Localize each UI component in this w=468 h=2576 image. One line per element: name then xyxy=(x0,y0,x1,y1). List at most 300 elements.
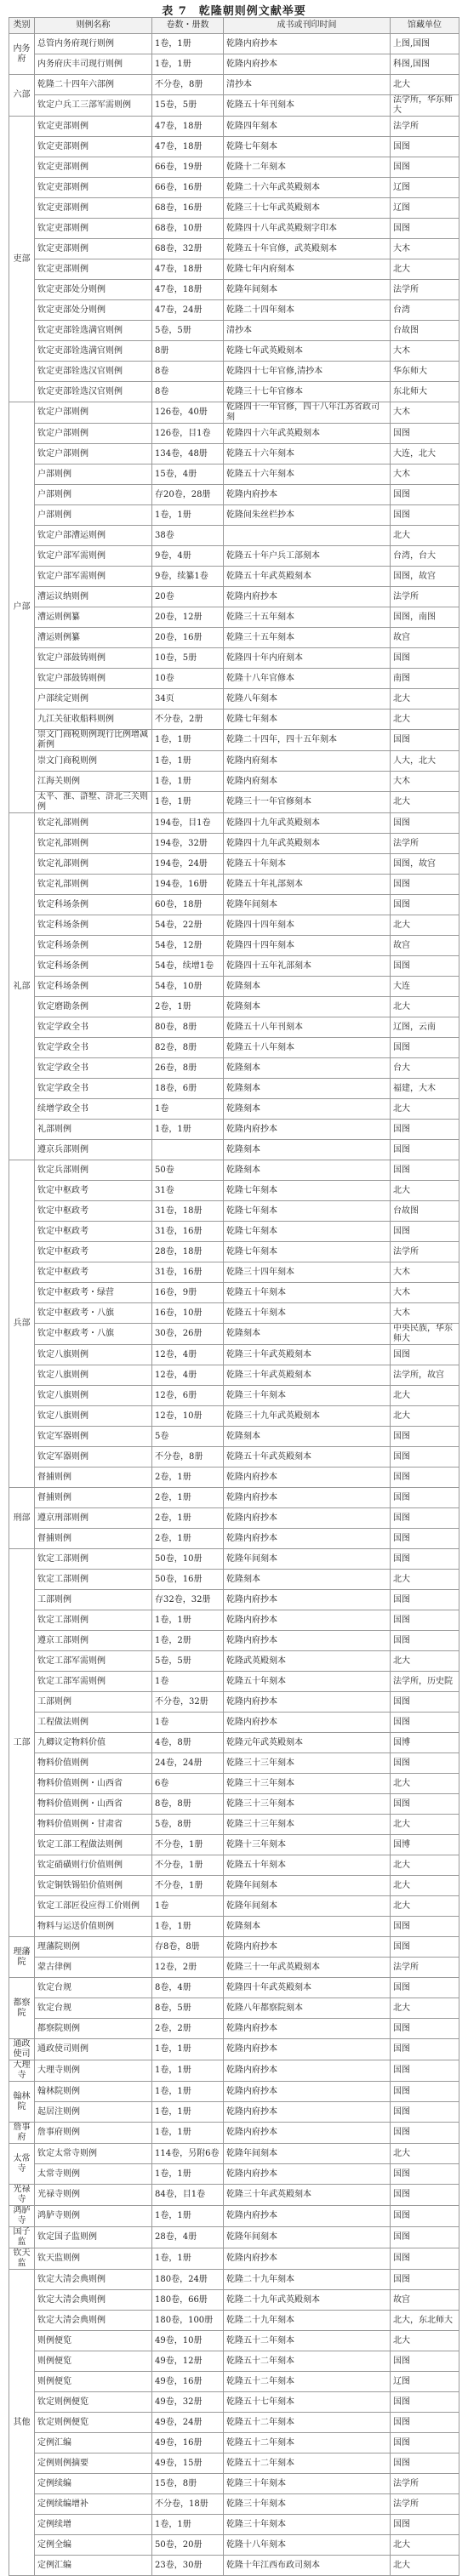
edition-cell: 乾隆五十二年刻本 xyxy=(224,2351,391,2372)
edition-cell: 乾隆五十六年刻本 xyxy=(224,444,391,464)
table-row xyxy=(9,239,459,259)
category-cell: 翰林院 xyxy=(9,2082,35,2123)
title-cell: 物料与运送价值则例 xyxy=(35,1917,152,1937)
table-title: 表 7 乾隆朝则例文献举要 xyxy=(162,5,306,18)
volumes-cell: 18卷，6册 xyxy=(152,1079,224,1099)
edition-cell: 乾隆元年武英殿刻本 xyxy=(224,1733,391,1753)
edition-cell: 乾隆五十年刻本 xyxy=(224,1672,391,1692)
library-cell: 国图 xyxy=(391,2019,459,2039)
library-cell: 北大 xyxy=(391,1815,459,1835)
edition-cell: 乾隆四十七年官修,清抄本 xyxy=(224,362,391,382)
title-cell: 钦定科场条例 xyxy=(35,915,152,936)
table-row xyxy=(9,956,459,977)
library-cell: 国图 xyxy=(391,2227,459,2248)
library-cell: 北大 xyxy=(391,1651,459,1672)
volumes-cell: 194卷，16册 xyxy=(152,875,224,895)
library-cell: 辽图 xyxy=(391,198,459,219)
edition-cell: 乾隆内府抄本 xyxy=(224,2082,391,2102)
title-cell: 定例续编 xyxy=(35,2474,152,2494)
volumes-cell: 1卷，1册 xyxy=(152,2248,224,2270)
library-cell: 北大 xyxy=(391,997,459,1017)
table-row xyxy=(9,997,459,1017)
library-cell: 北大 xyxy=(391,792,459,813)
edition-cell: 乾隆三十三年刻本 xyxy=(224,1794,391,1815)
table-row xyxy=(9,137,459,157)
title-cell: 钦定吏部则例 xyxy=(35,239,152,259)
title-cell: 钦定吏部铨选汉官则例 xyxy=(35,362,152,382)
library-cell: 科图,国图 xyxy=(391,54,459,75)
library-cell: 国图 xyxy=(391,1549,459,1570)
table-row xyxy=(9,2433,459,2453)
title-cell: 钦定吏部铨选汉官则例 xyxy=(35,382,152,402)
title-cell: 钦定吏部铨选满官则例 xyxy=(35,321,152,341)
library-cell: 国图 xyxy=(391,2248,459,2270)
edition-cell: 乾隆内府抄本 xyxy=(224,2060,391,2082)
table-row xyxy=(9,2494,459,2515)
library-cell: 法学所 xyxy=(391,587,459,607)
edition-cell: 乾隆三十四年刻本 xyxy=(224,1262,391,1283)
edition-cell: 乾隆三十一年武英殿刻本 xyxy=(224,1958,391,1978)
title-cell: 钦定科场条例 xyxy=(35,977,152,997)
title-cell: 钦定八旗则例 xyxy=(35,1345,152,1365)
volumes-cell: 12卷，4册 xyxy=(152,1345,224,1365)
edition-cell: 乾隆内府抄本 xyxy=(224,1508,391,1529)
volumes-cell: 1卷，1册 xyxy=(152,2102,224,2123)
title-cell: 钦定军器则例 xyxy=(35,1447,152,1468)
library-cell: 国博 xyxy=(391,1835,459,1855)
volumes-cell: 2卷，1册 xyxy=(152,1488,224,1508)
volumes-cell: 194卷，32册 xyxy=(152,834,224,854)
library-cell: 法学所，华东师大 xyxy=(391,95,459,117)
library-cell: 北大 xyxy=(391,2144,459,2164)
table-row xyxy=(9,2351,459,2372)
title-cell: 乾隆二十四年六部例 xyxy=(35,75,152,95)
volumes-cell: 47卷，18册 xyxy=(152,280,224,300)
title-cell: 钦定太常寺则例 xyxy=(35,2144,152,2164)
title-cell: 钦天监则例 xyxy=(35,2248,152,2270)
table-row xyxy=(9,1038,459,1058)
volumes-cell: 16卷，9册 xyxy=(152,1283,224,1303)
category-cell: 礼部 xyxy=(9,813,35,1160)
volumes-cell: 12卷，2册 xyxy=(152,1958,224,1978)
volumes-cell: 2卷，1册 xyxy=(152,1468,224,1488)
volumes-cell: 54卷，22册 xyxy=(152,915,224,936)
library-cell: 大木 xyxy=(391,1262,459,1283)
volumes-cell: 存32卷，32册 xyxy=(152,1590,224,1610)
title-cell: 钦定工部军需则例 xyxy=(35,1651,152,1672)
library-cell: 国图 xyxy=(391,895,459,915)
volumes-cell: 1卷，1册 xyxy=(152,2164,224,2185)
category-cell: 太常寺 xyxy=(9,2144,35,2185)
title-cell: 钦定硝磺则行价值则例 xyxy=(35,1855,152,1876)
edition-cell: 乾隆五十年户兵工部刻本 xyxy=(224,546,391,567)
category-cell: 通政使司 xyxy=(9,2039,35,2060)
library-cell: 国图 xyxy=(391,2082,459,2102)
library-cell: 法学所，历史院 xyxy=(391,1672,459,1692)
edition-cell: 乾隆内府抄本 xyxy=(224,485,391,505)
edition-cell: 乾隆七年刻本 xyxy=(224,1181,391,1201)
title-cell: 定例汇编 xyxy=(35,2433,152,2453)
edition-cell: 乾隆刻本 xyxy=(224,977,391,997)
volumes-cell: 28卷，18册 xyxy=(152,1242,224,1262)
table-row xyxy=(9,710,459,730)
volumes-cell: 49卷，10册 xyxy=(152,2331,224,2351)
library-cell: 国图 xyxy=(391,2102,459,2123)
volumes-cell: 不分卷，2册 xyxy=(152,710,224,730)
library-cell: 国图 xyxy=(391,219,459,239)
table-row xyxy=(9,178,459,198)
title-cell: 钦定中枢政考 xyxy=(35,1262,152,1283)
library-cell: 北大 xyxy=(391,1570,459,1590)
title-cell: 钦定吏部则例 xyxy=(35,219,152,239)
library-cell: 国图，南图 xyxy=(391,607,459,628)
title-cell: 詹事府则例 xyxy=(35,2123,152,2144)
library-cell: 国图 xyxy=(391,1488,459,1508)
edition-cell: 乾隆内府抄本 xyxy=(224,2206,391,2227)
title-cell: 钦定中枢政考・八旗 xyxy=(35,1303,152,1324)
title-cell: 钦定吏部则例 xyxy=(35,117,152,137)
edition-cell: 乾隆刻本 xyxy=(224,997,391,1017)
library-cell: 东北师大 xyxy=(391,382,459,402)
edition-cell: 乾隆内府抄本 xyxy=(224,1713,391,1733)
edition-cell: 乾隆内府刻本 xyxy=(224,751,391,772)
title-cell: 钦定工部匠役应得工价则例 xyxy=(35,1896,152,1917)
volumes-cell: 1卷，1册 xyxy=(152,2039,224,2060)
volumes-cell: 2卷，1册 xyxy=(152,1529,224,1549)
volumes-cell: 8卷，4册 xyxy=(152,1978,224,1998)
library-cell: 国图 xyxy=(391,1447,459,1468)
volumes-cell: 12卷，10册 xyxy=(152,1406,224,1427)
table-row xyxy=(9,1468,459,1488)
edition-cell: 乾隆三十年刻本 xyxy=(224,1386,391,1406)
title-cell: 钦定大清会典则例 xyxy=(35,2270,152,2290)
table-row xyxy=(9,1160,459,1181)
volumes-cell: 60卷，18册 xyxy=(152,895,224,915)
table-row xyxy=(9,1855,459,1876)
volumes-cell: 1卷，1册 xyxy=(152,792,224,813)
table-row xyxy=(9,280,459,300)
library-cell: 北大 xyxy=(391,1386,459,1406)
volumes-cell: 31卷，16册 xyxy=(152,1222,224,1242)
title-cell: 定例续编增补 xyxy=(35,2494,152,2515)
volumes-cell: 68卷，16册 xyxy=(152,198,224,219)
edition-cell: 乾隆年间刻本 xyxy=(224,2227,391,2248)
title-cell: 钦定工部军需则例 xyxy=(35,1672,152,1692)
library-cell: 国图 xyxy=(391,1508,459,1529)
library-cell: 国图 xyxy=(391,2515,459,2535)
library-cell: 国图 xyxy=(391,1345,459,1365)
volumes-cell: 49卷，24册 xyxy=(152,2413,224,2433)
title-cell: 崇文门商税则例现行比例增减新例 xyxy=(35,730,152,751)
library-cell: 北大 xyxy=(391,2331,459,2351)
volumes-cell: 20卷，12册 xyxy=(152,607,224,628)
library-cell: 北大 xyxy=(391,1896,459,1917)
table-row xyxy=(9,895,459,915)
volumes-cell: 10卷，5册 xyxy=(152,648,224,669)
table-row xyxy=(9,341,459,362)
title-cell: 户部则例 xyxy=(35,505,152,526)
library-cell: 国图 xyxy=(391,2433,459,2453)
volumes-cell: 12卷，6册 xyxy=(152,1386,224,1406)
table-row xyxy=(9,669,459,689)
title-cell: 遵京刑部则例 xyxy=(35,1508,152,1529)
volumes-cell: 存20卷，28册 xyxy=(152,485,224,505)
edition-cell: 乾隆五十八年刻本 xyxy=(224,1038,391,1058)
table-row xyxy=(9,2227,459,2248)
volumes-cell: 2卷，1册 xyxy=(152,1508,224,1529)
edition-cell: 乾隆五十二年刻本 xyxy=(224,2433,391,2453)
edition-cell: 乾隆五十年刊刻本 xyxy=(224,95,391,117)
edition-cell: 乾隆五十年刻本 xyxy=(224,1855,391,1876)
title-cell: 钦定中枢政考 xyxy=(35,1222,152,1242)
table-row xyxy=(9,1713,459,1733)
title-cell: 户部则例 xyxy=(35,485,152,505)
title-cell: 钦定户部则例 xyxy=(35,444,152,464)
library-cell: 大木 xyxy=(391,341,459,362)
title-cell: 续增学政全书 xyxy=(35,1099,152,1120)
table-row xyxy=(9,485,459,505)
edition-cell: 乾隆刻本 xyxy=(224,1570,391,1590)
library-cell: 辽图 xyxy=(391,178,459,198)
library-cell: 国图 xyxy=(391,1468,459,1488)
title-cell: 江海关则例 xyxy=(35,772,152,792)
edition-cell: 乾隆武英殿刻本 xyxy=(224,1651,391,1672)
title-cell: 钦定中枢政考・绿营 xyxy=(35,1283,152,1303)
table-row xyxy=(9,689,459,710)
table-row xyxy=(9,1876,459,1896)
library-cell: 上图,国图 xyxy=(391,34,459,54)
library-cell: 国图 xyxy=(391,1631,459,1651)
volumes-cell: 1卷，1册 xyxy=(152,772,224,792)
volumes-cell: 1卷 xyxy=(152,1099,224,1120)
edition-cell: 乾隆五十二年刻本 xyxy=(224,2453,391,2474)
edition-cell: 乾隆内府抄本 xyxy=(224,587,391,607)
volumes-cell: 2卷，2册 xyxy=(152,2019,224,2039)
table-row xyxy=(9,2060,459,2082)
edition-cell: 乾隆四十九年武英殿刻本 xyxy=(224,813,391,834)
volumes-cell: 180卷，66册 xyxy=(152,2290,224,2311)
title-cell: 督捕则例 xyxy=(35,1488,152,1508)
table-row xyxy=(9,1508,459,1529)
table-row xyxy=(9,2453,459,2474)
volumes-cell: 6卷 xyxy=(152,1774,224,1794)
volumes-cell: 8册 xyxy=(152,341,224,362)
table-row xyxy=(9,1753,459,1774)
table-row xyxy=(9,1978,459,1998)
library-cell: 台故图 xyxy=(391,321,459,341)
volumes-cell: 1卷，1册 xyxy=(152,34,224,54)
library-cell: 故宫 xyxy=(391,628,459,648)
library-cell: 北大 xyxy=(391,259,459,280)
volumes-cell: 180卷，24册 xyxy=(152,2270,224,2290)
table-row xyxy=(9,2372,459,2392)
table-row xyxy=(9,2392,459,2413)
title-cell: 钦定工部则例 xyxy=(35,1610,152,1631)
edition-cell: 乾隆五十二年刻本 xyxy=(224,2372,391,2392)
volumes-cell: 82卷，8册 xyxy=(152,1038,224,1058)
volumes-cell: 9卷，续纂1卷 xyxy=(152,567,224,587)
volumes-cell: 不分卷，8册 xyxy=(152,75,224,95)
title-cell: 钦定八旗则例 xyxy=(35,1365,152,1386)
volumes-cell: 1卷，1册 xyxy=(152,2082,224,2102)
volumes-cell: 不分卷，1册 xyxy=(152,1855,224,1876)
edition-cell: 乾隆四十四年刻本 xyxy=(224,936,391,956)
title-cell: 都察院则例 xyxy=(35,2019,152,2039)
table-row xyxy=(9,875,459,895)
library-cell: 北大 xyxy=(391,710,459,730)
library-cell: 国图 xyxy=(391,730,459,751)
table-row xyxy=(9,1017,459,1038)
table-row xyxy=(9,587,459,607)
volumes-cell: 194卷，目1卷 xyxy=(152,813,224,834)
library-cell: 国图 xyxy=(391,1753,459,1774)
table-row xyxy=(9,567,459,587)
table-row xyxy=(9,2123,459,2144)
table-row xyxy=(9,1896,459,1917)
table-row xyxy=(9,2248,459,2270)
volumes-cell: 31卷，18册 xyxy=(152,1201,224,1222)
library-cell: 北大 xyxy=(391,1855,459,1876)
table-row xyxy=(9,1242,459,1262)
library-cell: 台湾，台大 xyxy=(391,546,459,567)
library-cell: 国图 xyxy=(391,2351,459,2372)
title-cell: 钦定则例便览 xyxy=(35,2413,152,2433)
volumes-cell: 50卷，10册 xyxy=(152,1549,224,1570)
volumes-cell: 8卷 xyxy=(152,362,224,382)
title-cell: 钦定台规 xyxy=(35,1998,152,2019)
edition-cell: 乾隆刻本 xyxy=(224,1079,391,1099)
edition-cell: 乾隆十年江西布政司刻本 xyxy=(224,2556,391,2576)
edition-cell: 乾隆三十年刻本 xyxy=(224,2494,391,2515)
library-cell: 国图 xyxy=(391,1140,459,1160)
title-cell: 户部续定则例 xyxy=(35,689,152,710)
library-cell: 国图 xyxy=(391,2206,459,2227)
table-row xyxy=(9,1324,459,1345)
edition-cell: 乾隆三十年刻本 xyxy=(224,2515,391,2535)
volumes-cell: 30卷，26册 xyxy=(152,1324,224,1345)
volumes-cell: 134卷，48册 xyxy=(152,444,224,464)
title-cell: 钦定吏部处分则例 xyxy=(35,300,152,321)
library-cell: 大木 xyxy=(391,464,459,485)
table-row xyxy=(9,1917,459,1937)
edition-cell: 乾隆内府抄本 xyxy=(224,1120,391,1140)
library-cell: 国图 xyxy=(391,1120,459,1140)
table-row xyxy=(9,751,459,772)
table-row xyxy=(9,362,459,382)
title-cell: 钦定八旗则例 xyxy=(35,1386,152,1406)
table-row xyxy=(9,402,459,424)
edition-cell: 乾隆内府抄本 xyxy=(224,1631,391,1651)
table-row xyxy=(9,1262,459,1283)
library-cell: 台故图 xyxy=(391,1201,459,1222)
volumes-cell: 5卷 xyxy=(152,1427,224,1447)
title-cell: 钦定学政全书 xyxy=(35,1017,152,1038)
edition-cell: 乾隆内府抄本 xyxy=(224,1937,391,1958)
edition-cell: 乾隆三十三年刻本 xyxy=(224,1753,391,1774)
table-row xyxy=(9,2515,459,2535)
library-cell: 法学所 xyxy=(391,834,459,854)
volumes-cell: 31卷 xyxy=(152,1181,224,1201)
title-cell: 通政使司则例 xyxy=(35,2039,152,2060)
edition-cell: 乾隆二十九年刻本 xyxy=(224,2311,391,2331)
volumes-cell: 1卷，1册 xyxy=(152,54,224,75)
edition-cell: 乾隆四十八年武英殿刻字印本 xyxy=(224,219,391,239)
volumes-cell: 不分卷，1册 xyxy=(152,1876,224,1896)
title-cell: 太平、淮、滸墅、浒北三关则例 xyxy=(35,792,152,813)
volumes-cell: 1卷，1册 xyxy=(152,730,224,751)
table-row xyxy=(9,834,459,854)
library-cell: 国图 xyxy=(391,2164,459,2185)
volumes-cell: 1卷，1册 xyxy=(152,2060,224,2082)
library-cell: 辽图 xyxy=(391,2372,459,2392)
volumes-cell: 存8卷，8册 xyxy=(152,1937,224,1958)
volumes-cell: 24卷，24册 xyxy=(152,1753,224,1774)
title-cell: 则例便览 xyxy=(35,2331,152,2351)
category-cell: 大理寺 xyxy=(9,2060,35,2082)
library-cell: 国图 xyxy=(391,648,459,669)
volumes-cell: 68卷，10册 xyxy=(152,219,224,239)
volumes-cell: 5卷，5册 xyxy=(152,321,224,341)
title-cell: 钦定大清会典则例 xyxy=(35,2290,152,2311)
table-row xyxy=(9,526,459,546)
title-cell: 钦定中枢政考 xyxy=(35,1201,152,1222)
volumes-cell: 34页 xyxy=(152,689,224,710)
edition-cell: 清抄本 xyxy=(224,321,391,341)
edition-cell: 乾隆四十四年刻本 xyxy=(224,915,391,936)
edition-cell: 乾隆年间刻本 xyxy=(224,895,391,915)
edition-cell: 乾隆二十九年武英殿刻本 xyxy=(224,2290,391,2311)
table-row xyxy=(9,2039,459,2060)
edition-cell: 乾隆年间刻本 xyxy=(224,1549,391,1570)
table-row xyxy=(9,1386,459,1406)
category-cell: 钦天监 xyxy=(9,2248,35,2270)
edition-cell: 乾隆二十九年刻本 xyxy=(224,2270,391,2290)
library-cell: 大木 xyxy=(391,1283,459,1303)
library-cell: 大木 xyxy=(391,239,459,259)
title-cell: 钦定礼部则例 xyxy=(35,834,152,854)
table-row xyxy=(9,54,459,75)
title-cell: 钦定户部则例 xyxy=(35,424,152,444)
table-row xyxy=(9,648,459,669)
title-cell: 钦定中枢政考 xyxy=(35,1242,152,1262)
title-cell: 工部则例 xyxy=(35,1590,152,1610)
title-cell: 物料价值则例 xyxy=(35,1753,152,1774)
title-cell: 工部则例 xyxy=(35,1692,152,1713)
table-row xyxy=(9,1958,459,1978)
volumes-cell: 8卷，8册 xyxy=(152,1794,224,1815)
category-cell: 内务府 xyxy=(9,34,35,75)
title-cell: 钦定吏部则例 xyxy=(35,198,152,219)
edition-cell: 乾隆三十年武英殿刻本 xyxy=(224,2185,391,2206)
table-row xyxy=(9,1631,459,1651)
title-cell: 钦定吏部铨选满官则例 xyxy=(35,341,152,362)
table-row xyxy=(9,2206,459,2227)
library-cell: 国图 xyxy=(391,2060,459,2082)
table-row xyxy=(9,1058,459,1079)
library-cell: 北大 xyxy=(391,1406,459,1427)
table-row xyxy=(9,2164,459,2185)
table-row xyxy=(9,1672,459,1692)
volumes-cell: 20卷，16册 xyxy=(152,628,224,648)
edition-cell: 乾隆五十七年刻本 xyxy=(224,2392,391,2413)
volumes-cell: 1卷，1册 xyxy=(152,505,224,526)
title-cell: 钦定吏部则例 xyxy=(35,178,152,198)
table-row xyxy=(9,157,459,178)
table-row xyxy=(9,607,459,628)
volumes-cell: 68卷，32册 xyxy=(152,239,224,259)
table-row xyxy=(9,117,459,137)
table-row xyxy=(9,1651,459,1672)
